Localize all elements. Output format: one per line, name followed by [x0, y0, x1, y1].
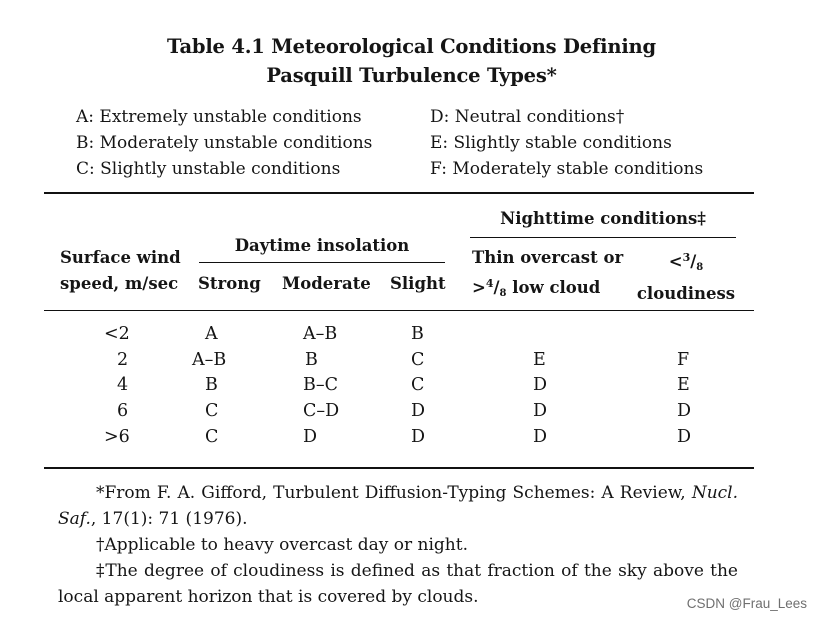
overcast-header-line-1: Thin overcast or	[472, 248, 624, 267]
cell-strong: A	[205, 324, 218, 344]
cell-strong: A–B	[192, 350, 227, 370]
cell-wind: 6	[117, 401, 129, 421]
footnote-source	[58, 480, 738, 532]
cell-overcast: E	[533, 350, 546, 370]
cell-cloudiness: D	[677, 427, 692, 447]
cell-moderate: D	[303, 427, 318, 447]
wind-header-line-1: Surface wind	[60, 248, 181, 267]
cell-moderate: C–D	[303, 401, 340, 421]
legend-item-d: D: Neutral conditions†	[430, 107, 625, 127]
cell-slight: B	[411, 324, 424, 344]
cell-moderate: B	[305, 350, 318, 370]
cell-overcast: D	[533, 375, 548, 395]
column-header-moderate: Moderate	[282, 274, 371, 293]
legend-item-b: B: Moderately unstable conditions	[76, 133, 373, 153]
column-header-overcast	[472, 245, 623, 307]
wind-header-line-2: speed, m/sec	[60, 274, 179, 293]
cell-slight: C	[411, 350, 425, 370]
cell-cloudiness: E	[677, 375, 690, 395]
cell-overcast: D	[533, 401, 548, 421]
cell-wind: 2	[117, 350, 129, 370]
column-header-slight: Slight	[390, 274, 446, 293]
daytime-span-rule	[199, 262, 445, 263]
cell-wind: <2	[104, 324, 130, 344]
cell-strong: C	[205, 427, 219, 447]
column-header-cloudiness	[636, 245, 736, 307]
footnotes	[58, 480, 738, 610]
footnote-source-prefix: *From F. A. Gifford, Turbulent Diffusion-Typing Schemes: A Review,	[96, 483, 686, 503]
cell-cloudiness: F	[677, 350, 690, 370]
footnote-source-suffix: , 17(1): 71 (1976).	[90, 509, 248, 529]
cell-slight: C	[411, 375, 425, 395]
footnote-source-journal: Nucl. Saf.	[58, 483, 738, 529]
cell-overcast: D	[533, 427, 548, 447]
legend-item-e: E: Slightly stable conditions	[430, 133, 672, 153]
cloudiness-header-line-2: cloudiness	[636, 284, 736, 303]
table-title	[0, 32, 823, 90]
cell-strong: C	[205, 401, 219, 421]
table-header-rule	[44, 310, 754, 311]
daytime-insolation-header: Daytime insolation	[234, 236, 410, 255]
stability-legend-right	[430, 104, 703, 182]
legend-item-c: C: Slightly unstable conditions	[76, 159, 341, 179]
overcast-header-line-2: >$^4$/8 low cloud	[472, 277, 601, 299]
legend-item-a: A: Extremely unstable conditions	[76, 107, 362, 127]
table-title-line-2: Pasquill Turbulence Types*	[266, 64, 557, 87]
cell-moderate: A–B	[303, 324, 338, 344]
cell-wind: 4	[117, 375, 129, 395]
cell-slight: D	[411, 427, 426, 447]
table-bottom-rule	[44, 467, 754, 469]
stability-legend-left	[76, 104, 372, 182]
cell-slight: D	[411, 401, 426, 421]
footnote-double-dagger: ‡The degree of cloudiness is defined as that fraction of the sky above the local apparent horizon that is covered by clouds.	[58, 561, 738, 607]
column-header-strong: Strong	[198, 274, 261, 293]
footnote-dagger: †Applicable to heavy overcast day or night.	[96, 535, 468, 555]
cell-cloudiness: D	[677, 401, 692, 421]
table-title-line-1: Table 4.1 Meteorological Conditions Defining	[167, 35, 656, 58]
legend-item-f: F: Moderately stable conditions	[430, 159, 704, 179]
csdn-watermark: CSDN @Frau_Lees	[686, 596, 807, 611]
wind-speed-header	[60, 245, 181, 297]
cell-moderate: B–C	[303, 375, 338, 395]
cell-strong: B	[205, 375, 218, 395]
cell-wind: >6	[104, 427, 130, 447]
nighttime-conditions-header: Nighttime conditions‡	[500, 209, 706, 228]
nighttime-span-rule	[470, 237, 736, 238]
table-top-rule	[44, 192, 754, 194]
cloudiness-header-line-1: <$^3$/8	[668, 251, 704, 273]
